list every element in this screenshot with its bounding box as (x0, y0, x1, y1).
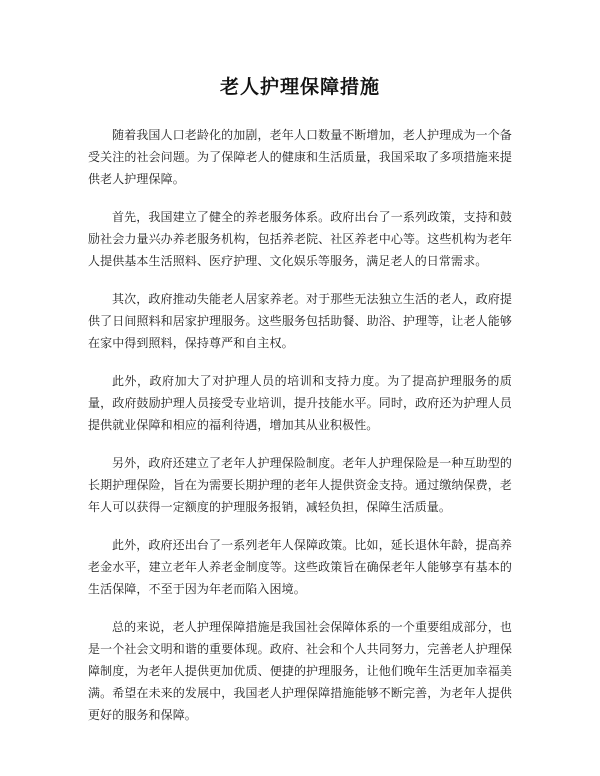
paragraph-conclusion: 总的来说，老人护理保障措施是我国社会保障体系的一个重要组成部分，也是一个社会文明和谐的重要体现。政府、社会和个人共同努力，完善老人护理保障制度，为老年人提供更加优质、便捷的护理服务，让他们晚年生活更加幸福美满。希望在未来的发展中，我国老人护理保障措施能够不断完善，为老年人提供更好的服务和保障。 (88, 620, 512, 722)
paragraph-service-system: 首先，我国建立了健全的养老服务体系。政府出台了一系列政策，支持和鼓励社会力量兴办养老服务机构，包括养老院、社区养老中心等。这些机构为老年人提供基本生活照料、医疗护理、文化娱乐等服务，满足老人的日常需求。 (88, 210, 512, 268)
document-body (88, 124, 512, 726)
paragraph-intro: 随着我国人口老龄化的加剧，老年人口数量不断增加，老人护理成为一个备受关注的社会问题。为了保障老人的健康和生活质量，我国采取了多项措施来提供老人护理保障。 (88, 128, 512, 186)
paragraph-caregiver-training: 此外，政府加大了对护理人员的培训和支持力度。为了提高护理服务的质量，政府鼓励护理人员接受专业培训，提升技能水平。同时，政府还为护理人员提供就业保障和相应的福利待遇，增加其从业积极性。 (88, 374, 512, 432)
paragraph-home-care: 其次，政府推动失能老人居家养老。对于那些无法独立生活的老人，政府提供了日间照料和居家护理服务。这些服务包括助餐、助浴、护理等，让老人能够在家中得到照料，保持尊严和自主权。 (88, 292, 512, 350)
paragraph-care-insurance: 另外，政府还建立了老年人护理保险制度。老年人护理保险是一种互助型的长期护理保险，旨在为需要长期护理的老年人提供资金支持。通过缴纳保费，老年人可以获得一定额度的护理服务报销，减轻负担，保障生活质量。 (88, 456, 512, 514)
paragraph-security-policies: 此外，政府还出台了一系列老年人保障政策。比如，延长退休年龄，提高养老金水平，建立老年人养老金制度等。这些政策旨在确保老年人能够享有基本的生活保障，不至于因为年老而陷入困境。 (88, 538, 512, 596)
document-title: 老人护理保障措施 (219, 76, 380, 98)
